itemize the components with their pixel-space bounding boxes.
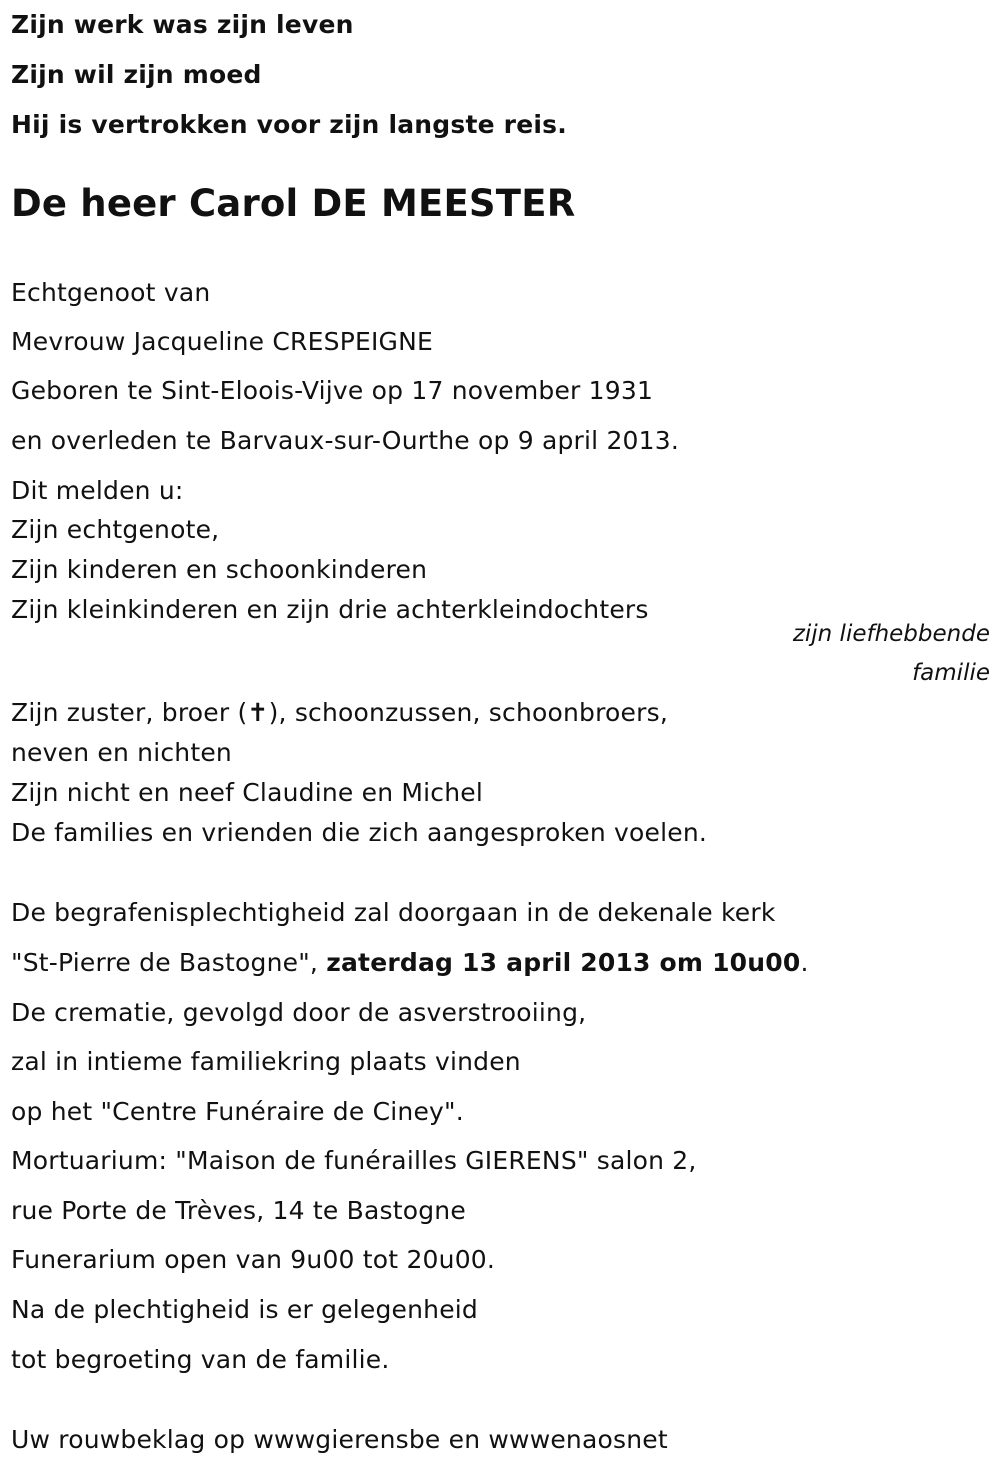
- announcer-line-2: Zijn kinderen en schoonkinderen: [11, 555, 428, 584]
- ceremony-date: zaterdag 13 april 2013 om 10u00: [326, 948, 801, 977]
- ceremony-line-9: Na de plechtigheid is er gelegenheid: [11, 1295, 478, 1324]
- ceremony-line-6: Mortuarium: "Maison de funérailles GIERENS" salon 2,: [11, 1146, 697, 1175]
- announcer-line-6: Zijn nicht en neef Claudine en Michel: [11, 778, 484, 807]
- motto-line-1: Zijn werk was zijn leven: [11, 10, 354, 39]
- motto-line-2: Zijn wil zijn moed: [11, 60, 262, 89]
- church-name: "St-Pierre de Bastogne",: [11, 948, 327, 977]
- death-info: en overleden te Barvaux-sur-Ourthe op 9 april 2013.: [11, 426, 680, 455]
- ceremony-line-5: op het "Centre Funéraire de Ciney".: [11, 1097, 464, 1126]
- ceremony-line-8: Funerarium open van 9u00 tot 20u00.: [11, 1245, 496, 1274]
- ceremony-line-1: De begrafenisplechtigheid zal doorgaan in de dekenale kerk: [11, 898, 776, 927]
- ceremony-line-2: [11, 947, 809, 979]
- family-note-line-2: familie: [912, 660, 990, 686]
- deceased-name: De heer Carol DE MEESTER: [11, 182, 576, 225]
- spouse-intro: Echtgenoot van: [11, 278, 211, 307]
- announcer-line-3: Zijn kleinkinderen en zijn drie achterkleindochters: [11, 595, 649, 624]
- announcer-line-1: Zijn echtgenote,: [11, 515, 220, 544]
- birth-info: Geboren te Sint-Eloois-Vijve op 17 november 1931: [11, 376, 654, 405]
- family-note-line-1: zijn liefhebbende: [792, 621, 990, 647]
- ceremony-line-7: rue Porte de Trèves, 14 te Bastogne: [11, 1196, 466, 1225]
- announcer-line-4-start: Zijn zuster, broer (: [11, 698, 248, 727]
- announcer-line-7: De families en vrienden die zich aangesproken voelen.: [11, 818, 708, 847]
- announcer-line-4: [11, 697, 668, 729]
- announcer-line-4-end: ), schoonzussen, schoonbroers,: [268, 698, 668, 727]
- motto-line-3: Hij is vertrokken voor zijn langste reis.: [11, 110, 567, 139]
- ceremony-line-3: De crematie, gevolgd door de asverstrooiing,: [11, 998, 587, 1027]
- ceremony-line-4: zal in intieme familiekring plaats vinden: [11, 1047, 521, 1076]
- ceremony-line-2-end: .: [800, 948, 809, 977]
- ceremony-line-10: tot begroeting van de familie.: [11, 1345, 390, 1374]
- condolence-line: Uw rouwbeklag op wwwgierensbe en wwwenaosnet: [11, 1425, 668, 1454]
- spouse-name: Mevrouw Jacqueline CRESPEIGNE: [11, 327, 434, 356]
- cross-icon: ✝: [247, 698, 269, 727]
- announcers-intro: Dit melden u:: [11, 476, 184, 505]
- announcer-line-5: neven en nichten: [11, 738, 232, 767]
